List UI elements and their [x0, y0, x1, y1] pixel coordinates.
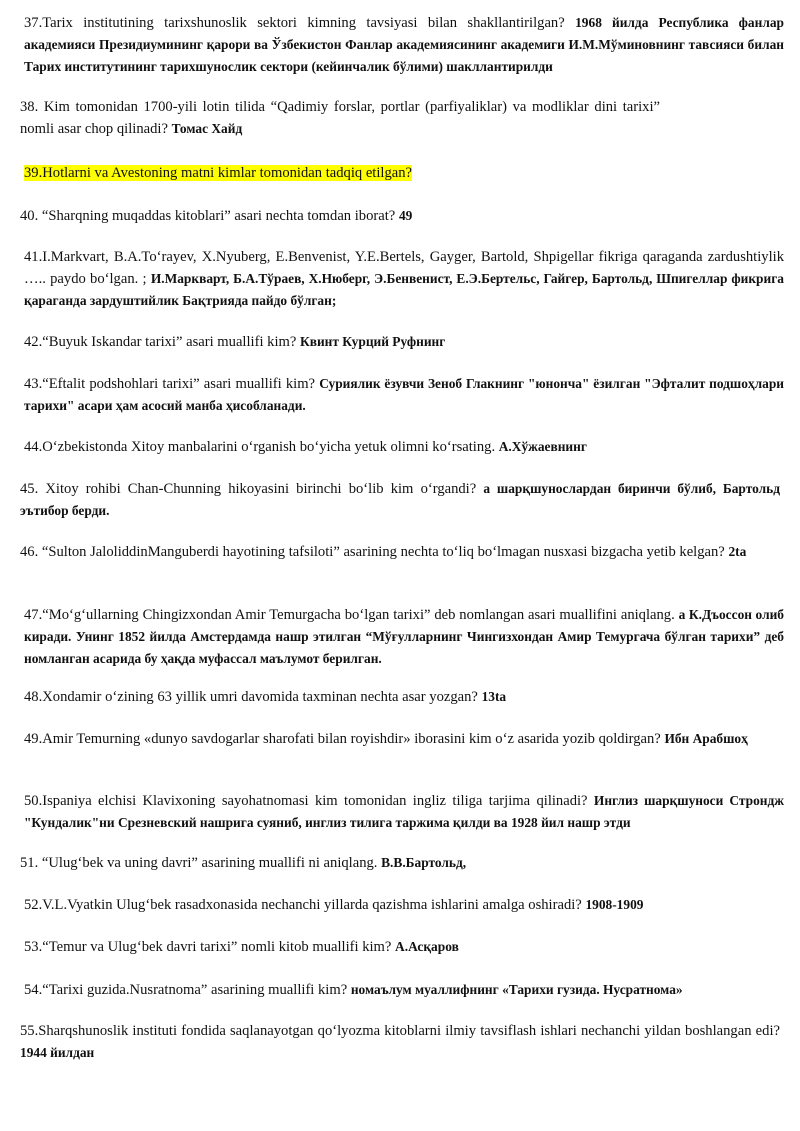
- answer-text: 1968 йилда Республика фанлар академияси Президиумининг қарори ва Ўзбекистон Фанлар академиясининг академиги И.М.Мўминовнинг тавсияси билан Тарих институтининг тарихшунослик сектори (кейинчалик бўлими) шакллантирилди: [24, 15, 784, 74]
- question-38: [20, 97, 660, 140]
- answer-text: Ибн Арабшоҳ: [664, 731, 748, 746]
- question-text: 43.“Eftalit podshohlari tarixi” asari muallifi kim?: [24, 376, 316, 392]
- question-text: 45. Xitoy rohibi Chan-Chunning hikoyasini birinchi bo‘lib kim o‘rgandi?: [20, 481, 477, 497]
- question-text: 52.V.L.Vyatkin Ulug‘bek rasadxonasida nechanchi yillarda qazishma ishlarini amalga oshiradi?: [24, 897, 582, 913]
- question-52: [20, 894, 784, 916]
- question-text: 42.“Buyuk Iskandar tarixi” asari muallifi kim?: [24, 334, 297, 350]
- answer-text: Суриялик ёзувчи Зеноб Глакнинг "юнонча" ёзилган "Эфталит подшоҳлари тарихи" асари ҳам асосий манба ҳисобланади.: [24, 376, 784, 413]
- question-text: 54.“Tarixi guzida.Nusratnoma” asarining muallifi kim?: [24, 982, 348, 998]
- question-text: 44.O‘zbekistonda Xitoy manbalarini o‘rganish bo‘yicha yetuk olimni ko‘rsating.: [24, 439, 496, 455]
- question-42: [20, 331, 784, 353]
- highlighted-question-text: 39.Hotlarni va Avestoning matni kimlar tomonidan tadqiq etilgan?: [24, 165, 413, 181]
- question-43: [20, 373, 784, 417]
- question-54: [20, 979, 784, 1001]
- question-text: 55.Sharqshunoslik instituti fondida saqlanayotgan qo‘lyozma kitoblarni ilmiy tavsiflash ishlari nechanchi yildan boshlangan edi?: [20, 1023, 780, 1039]
- question-text: 49.Amir Temurning «dunyo savdogarlar sharofati bilan royishdir» iborasini kim o‘z asarida yozib qoldirgan?: [24, 731, 661, 747]
- question-text: 46. “Sulton JaloliddinManguberdi hayotining tafsiloti” asarining nechta to‘liq bo‘lmagan nusxasi bizgacha yetib kelgan?: [20, 544, 725, 560]
- answer-text: 1944 йилдан: [20, 1045, 95, 1060]
- answer-text: а К.Дъоссон олиб киради. Унинг 1852 йилда Амстердамда нашр этилган “Мўғулларнинг Чингизхондан Амир Темургача бўлган тарихи” деб номланган асарида бу ҳақда муфассал маълумот берилган.: [24, 607, 784, 666]
- question-41: [20, 247, 784, 312]
- question-48: [20, 686, 784, 708]
- question-45: [20, 478, 780, 522]
- question-text: 53.“Temur va Ulug‘bek davri tarixi” nomli kitob muallifi kim?: [24, 939, 392, 955]
- answer-text: А.Асқаров: [395, 939, 459, 954]
- question-55: [20, 1021, 780, 1064]
- question-text: 50.Ispaniya elchisi Klavixoning sayohatnomasi kim tomonidan ingliz tiliga tarjima qilinadi?: [24, 793, 588, 809]
- question-text: 47.“Mo‘g‘ullarning Chingizxondan Amir Temurgacha bo‘lgan tarixi” deb nomlangan asari muallifini aniqlang.: [24, 607, 675, 623]
- question-40: [20, 205, 780, 227]
- answer-text: Квинт Курций Руфнинг: [300, 334, 446, 349]
- question-51: [20, 852, 780, 874]
- question-53: [20, 936, 784, 958]
- question-44: [20, 436, 784, 458]
- answer-text: 49: [398, 208, 413, 223]
- question-47: [20, 604, 784, 670]
- question-39: [20, 163, 784, 184]
- answer-text: А.Хўжаевнинг: [498, 439, 587, 454]
- answer-text: номаълум муаллифнинг «Тарихи гузида. Нусратнома»: [350, 982, 683, 997]
- question-text: 40. “Sharqning muqaddas kitoblari” asari nechta tomdan iborat?: [20, 208, 396, 224]
- question-text: 38. Kim tomonidan 1700-yili lotin tilida “Qadimiy forslar, portlar (parfiyaliklar) va modliklar dini tarixi” nomli asar chop qilinadi?: [20, 99, 660, 137]
- answer-text: Инглиз шарқшуноси Строндж "Кундалик"ни Срезневский нашрига суяниб, инглиз тилига таржима қилди ва 1928 йил нашр этди: [24, 793, 784, 830]
- answer-text: 2ta: [728, 544, 747, 559]
- question-text: 48.Xondamir o‘zining 63 yillik umri davomida taxminan nechta asar yozgan?: [24, 689, 478, 705]
- question-37: [20, 12, 784, 78]
- question-49: [20, 728, 784, 750]
- question-text: 51. “Ulug‘bek va uning davri” asarining muallifi ni aniqlang.: [20, 855, 378, 871]
- answer-text: В.В.Бартольд,: [381, 855, 467, 870]
- answer-text: а шарқшунослардан биринчи бўлиб, Бартольд эътибор берди.: [20, 481, 780, 518]
- answer-text: 13ta: [481, 689, 507, 704]
- question-50: [20, 790, 784, 834]
- answer-text: Томас Хайд: [171, 121, 243, 136]
- answer-text: 1908-1909: [585, 897, 644, 912]
- answer-text: И.Маркварт, Б.А.Тўраев, Х.Нюберг, Э.Бенвенист, Е.Э.Бертельс, Гайгер, Бартольд, Шпигеллар фикрига қараганда зардуштийлик Бақтрияда пайдо бўлган;: [24, 271, 784, 308]
- question-text: 41.I.Markvart, B.A.To‘rayev, X.Nyuberg, E.Benvenist, Y.E.Bertels, Gayger, Bartold, Shpigellar fikriga qaraganda zardushtiylik ….. paydo bo‘lgan. ;: [24, 249, 784, 287]
- question-46: [20, 541, 780, 563]
- question-text: 37.Tarix institutining tarixshunoslik sektori kimning tavsiyasi bilan shakllantirilgan?: [24, 15, 565, 31]
